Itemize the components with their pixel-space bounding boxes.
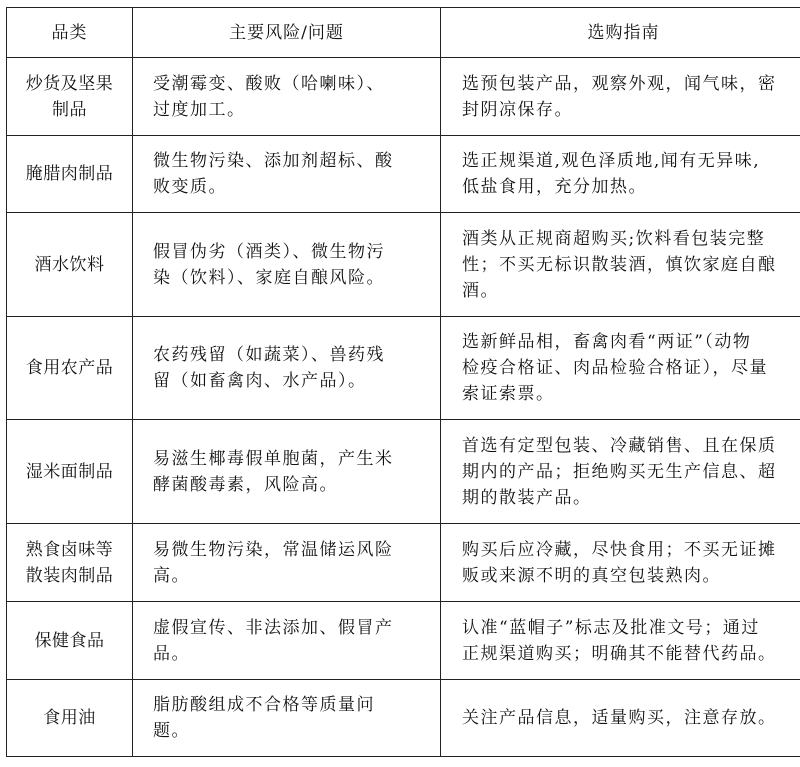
table-row [7, 317, 800, 420]
guide-cell [441, 602, 800, 680]
cell-line: 索证索票。 [462, 384, 555, 404]
category-cell [7, 58, 133, 136]
cell-line: 购买后应冷藏，尽快食用；不买无证摊 [462, 539, 777, 560]
risks-cell [133, 680, 441, 757]
cell-line: 虚假宣传、非法添加、假冒产 [153, 617, 394, 638]
header-guide [441, 8, 800, 58]
food-safety-table [6, 7, 800, 757]
table-row [7, 524, 800, 602]
category-cell [7, 602, 133, 680]
cell-line: 炒货及坚果 [25, 73, 114, 94]
cell-line: 检疫合格证、肉品检验合格证），尽量 [462, 358, 768, 378]
cell-line: 正规渠道购买；明确其不能替代药品。 [462, 643, 777, 664]
guide-cell [441, 420, 800, 524]
cell-line: 期的散装产品。 [462, 487, 592, 508]
header-row [7, 8, 800, 58]
cell-line: 染（饮料）、家庭自酿风险。 [153, 267, 385, 288]
cell-line: 易滋生椰毒假单胞菌，产生米 [153, 448, 394, 469]
risks-cell [133, 213, 441, 317]
cell-line: 贩或来源不明的真空包装熟肉。 [462, 565, 721, 586]
cell-line: 过度加工。 [153, 99, 246, 120]
cell-line: 低盐食用，充分加热。 [462, 177, 647, 197]
cell-line: 首选有定型包装、冷藏销售、且在保质 [462, 435, 777, 456]
table-row [7, 213, 800, 317]
category-cell [7, 524, 133, 602]
table-row [7, 602, 800, 680]
cell-line: 制品 [52, 99, 87, 120]
cell-line: 农药残留（如蔬菜）、兽药残 [153, 345, 385, 365]
cell-line: 期内的产品；拒绝购买无生产信息、超 [462, 461, 777, 482]
cell-line: 熟食卤味等 [25, 539, 114, 560]
cell-line: 酒。 [462, 280, 499, 301]
cell-line: 认准“蓝帽子”标志及批准文号；通过 [462, 617, 760, 638]
category-cell [7, 213, 133, 317]
cell-line: 高。 [153, 565, 190, 586]
cell-line: 选正规渠道,观色泽质地,闻有无异味, [462, 151, 761, 171]
guide-cell [441, 680, 800, 757]
cell-line: 酒类从正规商超购买;饮料看包装完整 [462, 228, 766, 249]
cell-line: 食用油 [43, 708, 96, 728]
cell-line: 腌腊肉制品 [25, 164, 114, 184]
cell-line: 关注产品信息，适量购买，注意存放。 [462, 708, 777, 728]
cell-line: 假冒伪劣（酒类）、微生物污 [153, 241, 385, 262]
category-cell [7, 420, 133, 524]
cell-line: 封阴凉保存。 [462, 99, 573, 120]
cell-line: 保健食品 [34, 630, 105, 651]
cell-line: 脂肪酸组成不合格等质量问 [153, 695, 375, 715]
category-cell [7, 136, 133, 213]
cell-line: 湿米面制品 [25, 461, 114, 482]
cell-line: 败变质。 [153, 177, 227, 197]
cell-line: 留（如畜禽肉、水产品）。 [153, 371, 367, 391]
cell-line: 散装肉制品 [25, 565, 114, 586]
header-text: 主要风险/问题 [229, 22, 344, 43]
table-row [7, 680, 800, 757]
category-cell [7, 680, 133, 757]
table-row [7, 420, 800, 524]
header-category [7, 8, 133, 58]
table-row [7, 136, 800, 213]
table-row [7, 58, 800, 136]
guide-cell [441, 213, 800, 317]
cell-line: 酒水饮料 [34, 254, 105, 275]
cell-line: 易微生物污染，常温储运风险 [153, 539, 394, 560]
cell-line: 微生物污染、添加剂超标、酸 [153, 151, 394, 171]
guide-cell [441, 317, 800, 420]
header-risks [133, 8, 441, 58]
risks-cell [133, 136, 441, 213]
cell-line: 选预包装产品，观察外观，闻气味，密 [462, 73, 777, 94]
risks-cell [133, 317, 441, 420]
risks-cell [133, 58, 441, 136]
risks-cell [133, 524, 441, 602]
risks-cell [133, 420, 441, 524]
header-text: 品类 [51, 22, 88, 43]
guide-cell [441, 524, 800, 602]
cell-line: 题。 [153, 721, 190, 741]
cell-line: 食用农产品 [25, 358, 114, 378]
header-text: 选购指南 [587, 22, 660, 43]
cell-line: 性；不买无标识散装酒，慎饮家庭自酿 [462, 254, 777, 275]
cell-line: 品。 [153, 643, 190, 664]
cell-line: 选新鲜品相，畜禽肉看“两证”（动物 [462, 332, 752, 352]
guide-cell [441, 136, 800, 213]
cell-line: 酵菌酸毒素，风险高。 [153, 474, 338, 495]
cell-line: 受潮霉变、酸败（哈喇味）、 [153, 73, 385, 94]
category-cell [7, 317, 133, 420]
guide-cell [441, 58, 800, 136]
risks-cell [133, 602, 441, 680]
